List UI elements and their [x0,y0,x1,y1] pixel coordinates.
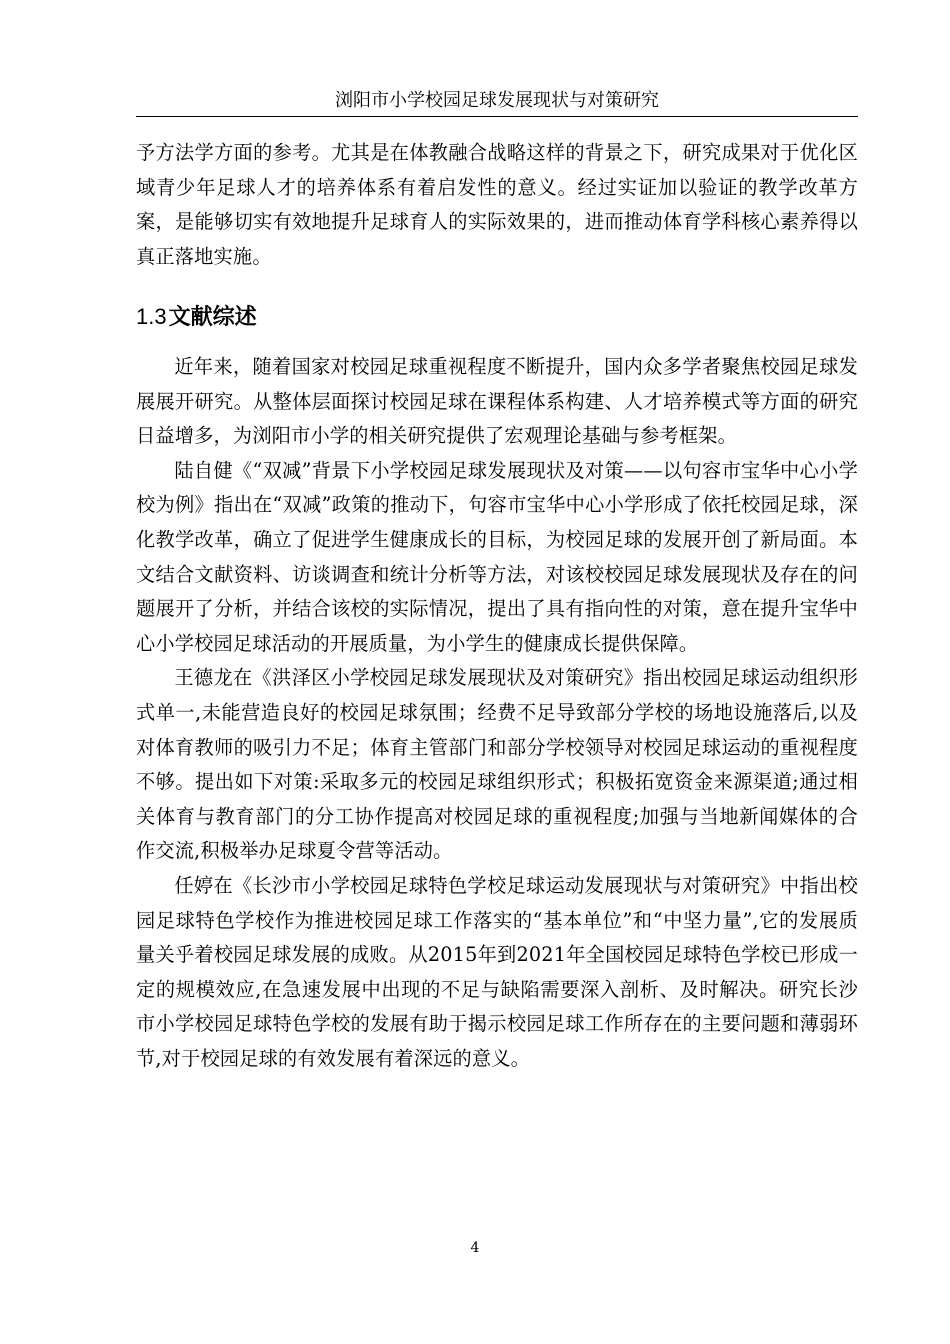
paragraph-wang-delong: 王德龙在《洪泽区小学校园足球发展现状及对策研究》指出校园足球运动组织形式单一,未能营造良好的校园足球氛围；经费不足导致部分学校的场地设施落后,以及对体育教师的吸引力不足；体育主管部门和部分学校领导对校园足球运动的重视程度不够。提出如下对策:采取多元的校园足球组织形式；积极拓宽资金来源渠道;通过相关体育与教育部门的分工协作提高对校园足球的重视程度;加强与当地新闻媒体的合作交流,积极举办足球夏令营等活动。 [136,666,858,863]
paragraph-overview: 近年来，随着国家对校园足球重视程度不断提升，国内众多学者聚焦校园足球发展展开研究。从整体层面探讨校园足球在课程体系构建、人才培养模式等方面的研究日益增多，为浏阳市小学的相关研究提供了宏观理论基础与参考框架。 [136,355,858,448]
paragraph-ren-ting: 任婷在《长沙市小学校园足球特色学校足球运动发展现状与对策研究》中指出校园足球特色学校作为推进校园足球工作落实的“基本单位”和“中坚力量”,它的发展质量关乎着校园足球发展的成败。从2015年到2021年全国校园足球特色学校已形成一定的规模效应,在急速发展中出现的不足与缺陷需要深入剖析、及时解决。研究长沙市小学校园足球特色学校的发展有助于揭示校园足球工作所存在的主要问题和薄弱环节,对于校园足球的有效发展有着深远的意义。 [136,873,858,1070]
running-header: 浏阳市小学校园足球发展现状与对策研究 [335,90,659,111]
continuation-block [136,136,858,274]
section-number: 1.3 [136,304,167,329]
section-heading [136,301,257,334]
literature-review-body [136,350,858,1076]
continuation-paragraph: 予方法学方面的参考。尤其是在体教融合战略这样的背景之下，研究成果对于优化区域青少年足球人才的培养体系有着启发性的意义。经过实证加以验证的教学改革方案，是能够切实有效地提升足球育人的实际效果的，进而推动体育学科核心素养得以真正落地实施。 [136,141,858,268]
header-rule [136,116,858,117]
page-number: 4 [470,1240,480,1256]
paragraph-lu-zijian: 陆自健《“双减”背景下小学校园足球发展现状及对策——以句容市宝华中心小学校为例》指出在“双减”政策的推动下，句容市宝华中心小学形成了依托校园足球，深化教学改革，确立了促进学生健康成长的目标，为校园足球的发展开创了新局面。本文结合文献资料、访谈调查和统计分析等方法，对该校校园足球发展现状及存在的问题展开了分析，并结合该校的实际情况，提出了具有指向性的对策，意在提升宝华中心小学校园足球活动的开展质量，为小学生的健康成长提供保障。 [136,458,858,655]
section-title: 文献综述 [168,305,257,330]
